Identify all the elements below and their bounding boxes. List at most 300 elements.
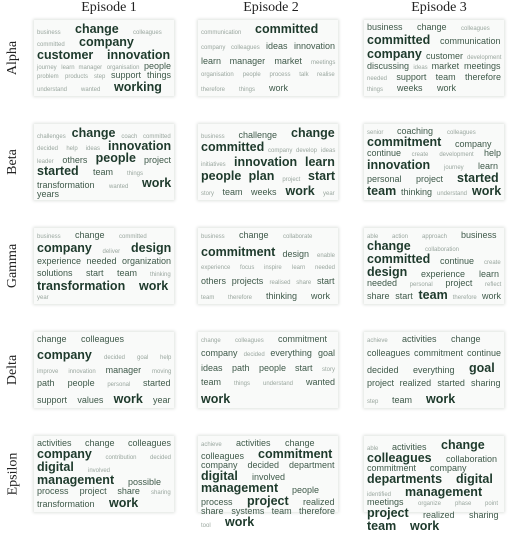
cloud-word: plan <box>248 169 275 184</box>
cloud-word: market <box>431 61 460 72</box>
cloud-word: continue <box>367 148 402 159</box>
cloud-word: projects <box>231 275 264 286</box>
cloud-word: company <box>79 34 134 49</box>
cloud-word: departments <box>367 472 443 486</box>
cloud-word: others <box>201 275 227 286</box>
cloud-word: market <box>274 55 302 66</box>
cloud-word: challenges <box>37 133 66 140</box>
cloud-word: company <box>37 347 92 362</box>
cloud-word: start <box>86 267 104 278</box>
cloud-word: share <box>296 279 312 286</box>
cloud-word: needed <box>367 76 388 83</box>
cloud-word: activities <box>392 441 427 452</box>
cloud-word: learn <box>479 268 500 279</box>
cloud-word: project <box>247 493 289 508</box>
cloud-word: able <box>367 234 379 240</box>
cloud-word: department <box>289 459 335 470</box>
cloud-word: colleagues <box>461 26 490 32</box>
cloud-word: company <box>430 463 467 473</box>
cloud-word: change <box>441 438 485 452</box>
word-cloud-gamma-episode-3 <box>364 228 504 304</box>
cloud-word: work <box>139 279 169 294</box>
cloud-word: realized <box>303 497 335 507</box>
cloud-word: decided <box>247 459 280 470</box>
cloud-word: challenge <box>238 129 278 140</box>
cloud-word: action <box>392 234 409 240</box>
cloud-word: learn <box>292 264 306 271</box>
cloud-word: development <box>467 54 502 61</box>
cloud-word: work <box>426 391 456 406</box>
row-label-gamma <box>0 226 26 306</box>
cloud-word: talk <box>299 71 309 78</box>
cloud-word: colleagues <box>133 29 162 36</box>
cloud-word: ideas <box>413 65 428 72</box>
cloud-word: work <box>109 495 139 510</box>
cloud-word: share <box>117 486 140 497</box>
cloud-word: digital <box>201 468 238 483</box>
cloud-word: start <box>308 169 336 184</box>
cloud-word: support <box>396 72 427 83</box>
cloud-word: initiatives <box>201 162 226 169</box>
cloud-word: committed <box>201 140 265 155</box>
cloud-word: committed <box>367 252 431 267</box>
row-label-delta <box>0 330 26 410</box>
cloud-word: customer <box>426 50 464 61</box>
cloud-word: everything <box>413 364 455 375</box>
cloud-word: moving <box>152 368 172 375</box>
cloud-word: change <box>239 230 269 240</box>
cloud-word: point <box>485 501 499 507</box>
cloud-word: team <box>435 72 456 83</box>
cloud-word: colleagues <box>201 450 245 461</box>
cloud-word: learn <box>61 64 75 71</box>
cloud-word: business <box>367 22 403 32</box>
cloud-word: learn <box>305 154 335 169</box>
cloud-word: commitment <box>367 135 442 150</box>
cloud-word: meetings <box>464 61 501 72</box>
row-label-beta <box>0 122 26 202</box>
column-header-episode-1: Episode 1 <box>81 0 137 15</box>
cloud-word: weeks <box>397 83 423 93</box>
row-label-epsilon <box>0 434 26 514</box>
cloud-word: needed <box>367 278 398 289</box>
cloud-word: involved <box>252 472 286 482</box>
word-cloud-epsilon-episode-2 <box>198 436 338 529</box>
cloud-word: commitment <box>201 245 276 260</box>
cloud-word: commitment <box>367 463 417 473</box>
cloud-word: story <box>322 366 336 373</box>
word-cloud-gamma-episode-1 <box>34 228 174 304</box>
cloud-word: collaborate <box>283 234 313 240</box>
cloud-word: transformation <box>37 499 95 509</box>
cloud-word: phase <box>455 501 472 507</box>
cloud-word: create <box>484 259 501 266</box>
cloud-word: therefore <box>299 506 336 516</box>
cloud-word: business <box>201 234 225 240</box>
cloud-word: focus <box>240 264 255 271</box>
row-label-text: Gamma <box>5 243 21 289</box>
cloud-word: wanted <box>81 87 101 93</box>
cloud-word: colleagues <box>367 450 432 465</box>
cloud-word: company <box>367 47 422 62</box>
word-cloud-beta-episode-1 <box>34 124 174 200</box>
cloud-word: learn <box>201 55 222 66</box>
cloud-word: colleagues <box>235 338 264 344</box>
cloud-word: work <box>201 391 231 406</box>
cloud-word: inspire <box>264 264 282 271</box>
cloud-word: improve <box>37 368 59 375</box>
cloud-word: customer <box>37 47 94 62</box>
word-cloud-epsilon-episode-3 <box>364 436 504 533</box>
cloud-word: communication <box>440 36 501 47</box>
cloud-word: realized <box>399 378 432 388</box>
cloud-word: commitment <box>414 347 464 358</box>
cloud-word: activities <box>402 334 437 344</box>
cloud-word: colleagues <box>231 44 260 51</box>
cloud-word: identified <box>367 492 392 498</box>
cloud-word: coach <box>121 133 138 140</box>
cloud-word: people <box>67 378 95 388</box>
cloud-word: leader <box>37 158 54 165</box>
cloud-word: digital <box>456 472 493 486</box>
cloud-word: personal <box>107 382 131 388</box>
cloud-word: change <box>417 22 447 32</box>
cloud-word: needed <box>86 256 117 267</box>
cloud-word: people <box>144 60 172 71</box>
cloud-word: started <box>457 170 499 185</box>
cloud-word: help <box>66 146 78 152</box>
cloud-word: approach <box>422 234 448 240</box>
cloud-word: achieve <box>367 338 388 344</box>
cloud-word: people <box>201 169 242 184</box>
cloud-word: ideas <box>321 147 336 154</box>
cloud-word: company <box>201 44 226 51</box>
cloud-word: realised <box>269 279 291 286</box>
word-cloud-beta-episode-3 <box>364 124 504 200</box>
cloud-word: therefore <box>465 72 502 83</box>
cloud-word: colleagues <box>128 438 172 448</box>
cloud-word: sharing <box>471 378 501 388</box>
cloud-word: change <box>85 438 115 448</box>
cloud-word: committed <box>367 32 431 47</box>
cloud-word: communication <box>201 29 242 36</box>
cloud-word: realise <box>317 71 335 78</box>
cloud-word: business <box>201 133 225 140</box>
cloud-word: innovation <box>294 40 336 51</box>
cloud-word: committed <box>119 234 147 240</box>
cloud-word: wanted <box>306 377 336 388</box>
cloud-word: goal <box>318 348 336 359</box>
cloud-word: understand <box>437 191 468 197</box>
cloud-word: decided <box>37 146 59 152</box>
cloud-word: change <box>75 230 105 240</box>
cloud-word: support <box>37 395 68 405</box>
cloud-word: journey <box>444 165 464 172</box>
cloud-word: change <box>291 126 335 140</box>
cloud-word: story <box>201 191 215 197</box>
cloud-word: started <box>37 163 79 178</box>
column-header-episode-3: Episode 3 <box>411 0 467 15</box>
cloud-word: work <box>311 291 331 301</box>
cloud-word: support <box>111 70 142 81</box>
cloud-word: work <box>285 183 315 198</box>
cloud-word: project <box>367 378 395 388</box>
cloud-word: experience <box>37 256 82 267</box>
cloud-word: work <box>113 391 143 406</box>
cloud-word: work <box>225 515 255 529</box>
cloud-word: project <box>445 278 473 289</box>
cloud-word: therefore <box>452 295 477 301</box>
cloud-word: thinking <box>266 291 298 301</box>
cloud-word: organisation <box>201 71 234 78</box>
cloud-word: commitment <box>278 334 328 344</box>
cloud-word: team <box>418 287 448 302</box>
cloud-word: discussing <box>367 61 410 72</box>
cloud-word: innovation <box>234 154 298 169</box>
cloud-word: organisation <box>106 64 140 71</box>
word-cloud-alpha-episode-1 <box>34 20 174 96</box>
cloud-word: decided <box>367 364 399 375</box>
cloud-word: work <box>410 518 440 533</box>
cloud-word: sharing <box>151 490 171 497</box>
cloud-word: team <box>271 506 292 516</box>
cloud-word: innovation <box>107 47 171 62</box>
cloud-word: company <box>37 447 92 462</box>
cloud-word: goal <box>469 361 495 375</box>
cloud-word: things <box>234 381 251 388</box>
cloud-word: innovation <box>108 138 172 153</box>
cloud-word: develop <box>296 147 318 154</box>
cloud-word: activities <box>236 438 271 448</box>
cloud-word: needed <box>315 264 336 271</box>
cloud-word: design <box>282 248 310 259</box>
cloud-word: systems <box>231 506 265 516</box>
cloud-word: change <box>201 338 221 344</box>
cloud-word: project <box>282 176 301 183</box>
cloud-word: management <box>201 481 279 495</box>
cloud-word: share <box>201 506 224 516</box>
cloud-word: possible <box>128 476 162 487</box>
cloud-word: development <box>439 152 474 159</box>
cloud-word: involved <box>88 467 111 474</box>
cloud-word: goal <box>137 355 149 361</box>
row-label-text: Delta <box>5 354 21 386</box>
cloud-word: contribution <box>105 454 137 461</box>
word-cloud-delta-episode-2 <box>198 332 338 408</box>
cloud-word: company <box>455 138 492 149</box>
cloud-word: decided <box>150 454 172 461</box>
cloud-word: change <box>285 438 315 448</box>
cloud-word: thinking <box>150 271 171 278</box>
cloud-word: personal <box>367 174 402 185</box>
cloud-word: manager <box>78 64 103 71</box>
cloud-word: experience <box>421 268 466 279</box>
cloud-word: change <box>71 126 116 140</box>
cloud-word: team <box>201 377 222 388</box>
cloud-word: therefore <box>228 295 253 301</box>
cloud-word: management <box>37 473 115 488</box>
cloud-word: colleagues <box>81 334 125 344</box>
cloud-word: team <box>93 167 114 177</box>
cloud-word: work <box>142 176 172 190</box>
cloud-word: thinking <box>401 187 433 197</box>
cloud-word: start <box>317 275 335 286</box>
cloud-word: process <box>37 486 69 497</box>
cloud-word: company <box>268 147 293 154</box>
cloud-word: people <box>259 362 287 373</box>
cloud-word: decided <box>243 352 265 359</box>
cloud-word: team <box>367 183 397 198</box>
cloud-word: year <box>323 191 335 197</box>
word-cloud-beta-episode-2 <box>198 124 338 200</box>
cloud-word: year <box>37 295 49 301</box>
cloud-word: project <box>144 154 172 165</box>
cloud-word: business <box>37 29 61 36</box>
cloud-word: enable <box>317 252 336 259</box>
cloud-word: work <box>482 291 502 301</box>
cloud-word: people <box>95 151 136 165</box>
cloud-word: people <box>292 484 320 495</box>
column-header-episode-2: Episode 2 <box>243 0 299 15</box>
cloud-word: wanted <box>109 183 129 190</box>
cloud-word: started <box>437 378 465 388</box>
cloud-word: project <box>416 174 444 185</box>
cloud-word: process <box>269 71 291 78</box>
cloud-word: change <box>37 334 67 344</box>
cloud-word: people <box>242 71 261 78</box>
cloud-word: project <box>79 486 107 497</box>
cloud-word: innovation <box>367 157 431 172</box>
cloud-word: senior <box>367 130 384 136</box>
cloud-word: products <box>65 74 89 81</box>
cloud-word: committed <box>143 133 171 140</box>
cloud-word: experience <box>201 264 231 271</box>
cloud-word: learn <box>478 161 499 172</box>
cloud-word: committed <box>255 22 319 36</box>
word-cloud-gamma-episode-2 <box>198 228 338 304</box>
cloud-word: achieve <box>201 442 222 448</box>
cloud-word: meetings <box>311 59 336 66</box>
cloud-word: step <box>94 74 106 81</box>
cloud-word: change <box>367 239 411 254</box>
cloud-word: team <box>392 395 413 405</box>
cloud-word: others <box>62 154 88 165</box>
cloud-word: manager <box>229 55 266 66</box>
cloud-word: transformation <box>37 279 126 294</box>
cloud-word: things <box>127 171 144 177</box>
cloud-word: company <box>37 241 92 256</box>
cloud-word: process <box>201 497 233 507</box>
cloud-word: understand <box>37 87 68 93</box>
row-label-text: Alpha <box>5 40 20 76</box>
cloud-word: organization <box>122 256 172 267</box>
cloud-word: journey <box>37 64 57 71</box>
cloud-word: create <box>411 152 429 159</box>
cloud-word: work <box>269 83 289 93</box>
cloud-word: decided <box>104 355 126 361</box>
word-cloud-alpha-episode-2 <box>198 20 338 96</box>
cloud-word: meetings <box>367 497 404 507</box>
cloud-word: change <box>451 334 481 344</box>
cloud-word: working <box>114 79 162 94</box>
cloud-word: personal <box>409 282 433 289</box>
cloud-word: committed <box>37 42 65 49</box>
cloud-word: path <box>37 378 55 388</box>
cloud-word: started <box>143 378 171 388</box>
cloud-word: design <box>367 265 408 280</box>
cloud-word: business <box>37 234 61 240</box>
cloud-word: help <box>160 355 172 361</box>
cloud-word: share <box>367 291 390 301</box>
cloud-word: team <box>222 187 243 197</box>
cloud-word: years <box>37 188 60 199</box>
cloud-word: ideas <box>85 146 100 152</box>
cloud-word: sharing <box>469 509 499 520</box>
cloud-word: tool <box>201 522 211 529</box>
cloud-word: help <box>484 148 502 159</box>
cloud-word: change <box>75 22 119 36</box>
cloud-word: business <box>461 230 497 240</box>
word-cloud-alpha-episode-3 <box>364 20 504 96</box>
row-label-alpha <box>0 18 26 98</box>
cloud-word: activities <box>37 438 72 448</box>
cloud-word: values <box>77 395 104 405</box>
cloud-word: transformation <box>37 179 95 190</box>
cloud-word: understand <box>263 381 294 388</box>
cloud-word: collaboration <box>446 454 498 464</box>
word-cloud-delta-episode-3 <box>364 332 504 408</box>
cloud-word: collaboration <box>425 246 460 253</box>
cloud-word: realized <box>423 509 455 520</box>
cloud-word: things <box>239 87 256 93</box>
cloud-word: reflect <box>485 282 502 289</box>
cloud-word: ideas <box>201 362 223 373</box>
cloud-word: coaching <box>397 126 434 136</box>
cloud-word: path <box>232 362 250 373</box>
cloud-word: project <box>367 506 409 520</box>
word-cloud-epsilon-episode-1 <box>34 436 174 512</box>
cloud-word: year <box>153 395 171 405</box>
row-label-text: Beta <box>5 149 20 175</box>
cloud-word: work <box>437 83 457 93</box>
cloud-word: start <box>295 362 313 373</box>
cloud-word: digital <box>37 460 74 475</box>
cloud-word: team <box>201 295 215 301</box>
cloud-word: things <box>367 87 384 93</box>
cloud-word: work <box>472 183 502 198</box>
word-cloud-delta-episode-1 <box>34 332 174 408</box>
cloud-word: therefore <box>201 87 226 93</box>
cloud-word: innovation <box>68 368 96 375</box>
cloud-word: colleagues <box>367 347 411 358</box>
cloud-word: continue <box>440 255 475 266</box>
cloud-word: organize <box>418 501 442 507</box>
cloud-word: manager <box>105 364 142 375</box>
cloud-word: start <box>395 291 413 301</box>
cloud-word: design <box>131 241 172 256</box>
cloud-word: company <box>201 459 238 470</box>
cloud-word: colleagues <box>447 130 476 136</box>
cloud-word: continue <box>467 347 502 358</box>
cloud-word: deliver <box>102 248 121 255</box>
cloud-word: ideas <box>266 40 288 51</box>
cloud-word: company <box>201 348 238 359</box>
cloud-word: commitment <box>258 447 333 461</box>
cloud-word: team <box>367 518 397 533</box>
row-label-text: Epsilon <box>5 452 20 496</box>
cloud-word: management <box>405 484 483 499</box>
cloud-word: weeks <box>251 187 277 197</box>
